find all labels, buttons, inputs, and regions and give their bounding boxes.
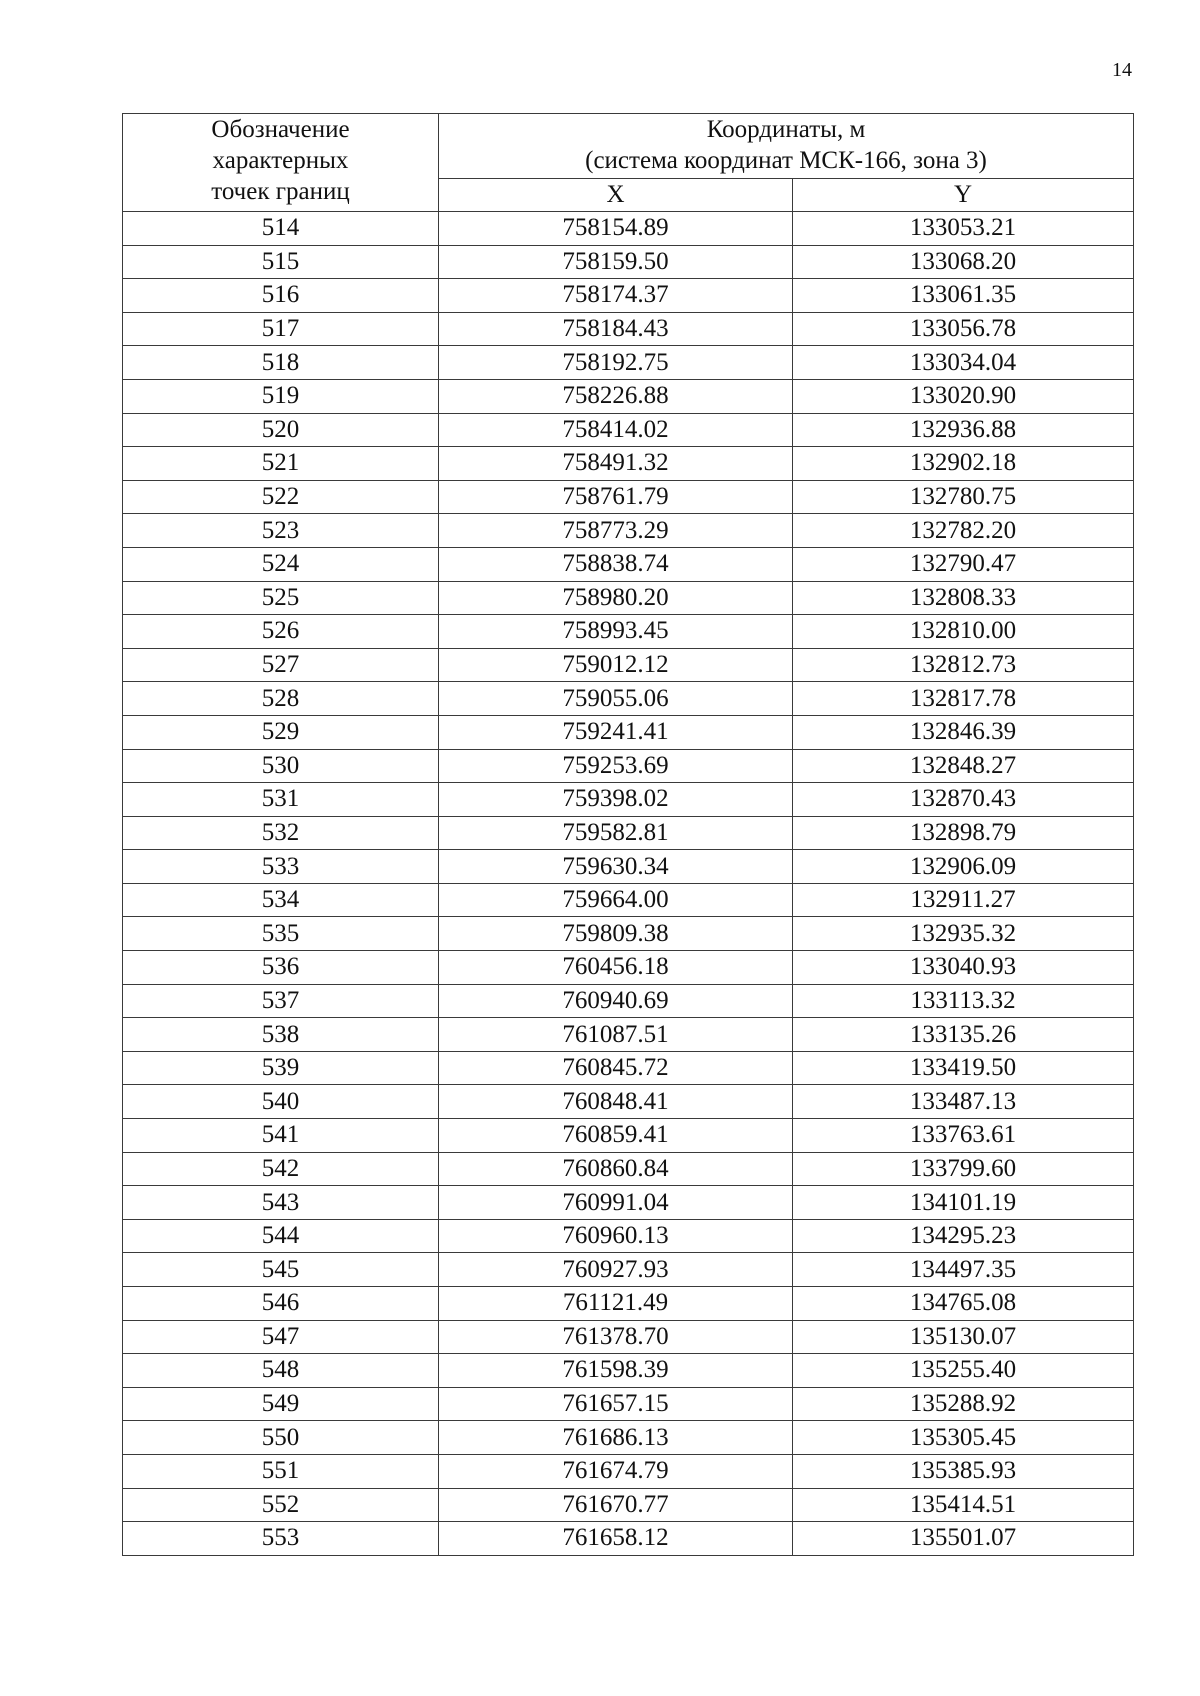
point-cell: 519 [123, 379, 439, 413]
x-cell: 759582.81 [439, 816, 793, 850]
table-row [123, 1152, 1134, 1186]
table-row [123, 547, 1134, 581]
x-cell: 758159.50 [439, 245, 793, 279]
x-cell: 759809.38 [439, 917, 793, 951]
table-row [123, 648, 1134, 682]
table-row [123, 1085, 1134, 1119]
y-cell: 132848.27 [793, 749, 1134, 783]
table-row [123, 1454, 1134, 1488]
point-cell: 522 [123, 480, 439, 514]
table-row [123, 1522, 1134, 1556]
point-cell: 538 [123, 1018, 439, 1052]
point-cell: 544 [123, 1219, 439, 1253]
point-cell: 534 [123, 883, 439, 917]
y-cell: 133068.20 [793, 245, 1134, 279]
y-cell: 134765.08 [793, 1287, 1134, 1321]
point-cell: 526 [123, 615, 439, 649]
point-cell: 518 [123, 346, 439, 380]
table-row [123, 1219, 1134, 1253]
table-row [123, 1320, 1134, 1354]
y-cell: 135414.51 [793, 1488, 1134, 1522]
y-cell: 132810.00 [793, 615, 1134, 649]
x-cell: 758192.75 [439, 346, 793, 380]
table-row [123, 1119, 1134, 1153]
point-cell: 540 [123, 1085, 439, 1119]
table-row [123, 951, 1134, 985]
header-coordinates-line: (система координат МСК-166, зона 3) [585, 147, 987, 174]
point-cell: 523 [123, 514, 439, 548]
y-cell: 133034.04 [793, 346, 1134, 380]
y-cell: 134101.19 [793, 1186, 1134, 1220]
point-cell: 542 [123, 1152, 439, 1186]
point-cell: 541 [123, 1119, 439, 1153]
y-cell: 135501.07 [793, 1522, 1134, 1556]
point-cell: 550 [123, 1421, 439, 1455]
x-cell: 759253.69 [439, 749, 793, 783]
table-row [123, 379, 1134, 413]
table-row [123, 850, 1134, 884]
y-cell: 135288.92 [793, 1387, 1134, 1421]
x-cell: 760991.04 [439, 1186, 793, 1220]
y-cell: 132790.47 [793, 547, 1134, 581]
page-number: 14 [1112, 59, 1132, 81]
x-cell: 759241.41 [439, 715, 793, 749]
table-row [123, 883, 1134, 917]
y-cell: 132902.18 [793, 447, 1134, 481]
header-coordinates [439, 114, 1134, 179]
point-cell: 535 [123, 917, 439, 951]
table-body [123, 212, 1134, 1556]
y-cell: 133040.93 [793, 951, 1134, 985]
y-cell: 133061.35 [793, 279, 1134, 313]
point-cell: 545 [123, 1253, 439, 1287]
x-cell: 761686.13 [439, 1421, 793, 1455]
y-cell: 132936.88 [793, 413, 1134, 447]
y-cell: 133419.50 [793, 1051, 1134, 1085]
y-cell: 133056.78 [793, 312, 1134, 346]
table-header-row [123, 114, 1134, 179]
table-row [123, 749, 1134, 783]
y-cell: 132812.73 [793, 648, 1134, 682]
header-designation-line: характерных [212, 147, 349, 174]
y-cell: 132808.33 [793, 581, 1134, 615]
point-cell: 553 [123, 1522, 439, 1556]
table-row [123, 212, 1134, 246]
table-row [123, 279, 1134, 313]
y-cell: 132782.20 [793, 514, 1134, 548]
point-cell: 528 [123, 682, 439, 716]
table-row [123, 917, 1134, 951]
point-cell: 552 [123, 1488, 439, 1522]
header-designation-line: Обозначение [211, 116, 350, 143]
y-cell: 132780.75 [793, 480, 1134, 514]
y-cell: 132911.27 [793, 883, 1134, 917]
point-cell: 515 [123, 245, 439, 279]
y-cell: 132906.09 [793, 850, 1134, 884]
x-cell: 761598.39 [439, 1354, 793, 1388]
point-cell: 521 [123, 447, 439, 481]
header-y: Y [793, 179, 1134, 212]
point-cell: 539 [123, 1051, 439, 1085]
header-point-designation [123, 114, 439, 212]
x-cell: 759398.02 [439, 783, 793, 817]
point-cell: 520 [123, 413, 439, 447]
table-row [123, 1287, 1134, 1321]
x-cell: 759055.06 [439, 682, 793, 716]
table-row [123, 346, 1134, 380]
point-cell: 514 [123, 212, 439, 246]
point-cell: 536 [123, 951, 439, 985]
header-coordinates-line: Координаты, м [706, 116, 866, 143]
x-cell: 758773.29 [439, 514, 793, 548]
table-row [123, 1488, 1134, 1522]
x-cell: 758761.79 [439, 480, 793, 514]
x-cell: 758491.32 [439, 447, 793, 481]
table-row [123, 1051, 1134, 1085]
y-cell: 135130.07 [793, 1320, 1134, 1354]
y-cell: 133763.61 [793, 1119, 1134, 1153]
y-cell: 132870.43 [793, 783, 1134, 817]
point-cell: 517 [123, 312, 439, 346]
point-cell: 551 [123, 1454, 439, 1488]
y-cell: 133487.13 [793, 1085, 1134, 1119]
y-cell: 132846.39 [793, 715, 1134, 749]
point-cell: 548 [123, 1354, 439, 1388]
x-cell: 758993.45 [439, 615, 793, 649]
y-cell: 133113.32 [793, 984, 1134, 1018]
x-cell: 759630.34 [439, 850, 793, 884]
y-cell: 132935.32 [793, 917, 1134, 951]
y-cell: 134295.23 [793, 1219, 1134, 1253]
table-row [123, 1421, 1134, 1455]
x-cell: 761658.12 [439, 1522, 793, 1556]
y-cell: 133020.90 [793, 379, 1134, 413]
y-cell: 135305.45 [793, 1421, 1134, 1455]
x-cell: 760940.69 [439, 984, 793, 1018]
point-cell: 546 [123, 1287, 439, 1321]
point-cell: 547 [123, 1320, 439, 1354]
table-row [123, 783, 1134, 817]
x-cell: 760927.93 [439, 1253, 793, 1287]
y-cell: 133053.21 [793, 212, 1134, 246]
x-cell: 758414.02 [439, 413, 793, 447]
x-cell: 760848.41 [439, 1085, 793, 1119]
point-cell: 525 [123, 581, 439, 615]
y-cell: 135385.93 [793, 1454, 1134, 1488]
x-cell: 760860.84 [439, 1152, 793, 1186]
point-cell: 530 [123, 749, 439, 783]
x-cell: 761087.51 [439, 1018, 793, 1052]
y-cell: 133799.60 [793, 1152, 1134, 1186]
x-cell: 761670.77 [439, 1488, 793, 1522]
x-cell: 758174.37 [439, 279, 793, 313]
x-cell: 759664.00 [439, 883, 793, 917]
table-row [123, 245, 1134, 279]
point-cell: 529 [123, 715, 439, 749]
coordinates-table [122, 113, 1134, 1556]
x-cell: 758980.20 [439, 581, 793, 615]
x-cell: 760859.41 [439, 1119, 793, 1153]
point-cell: 543 [123, 1186, 439, 1220]
table-row [123, 312, 1134, 346]
x-cell: 758226.88 [439, 379, 793, 413]
table-row [123, 682, 1134, 716]
table-row [123, 1018, 1134, 1052]
x-cell: 761657.15 [439, 1387, 793, 1421]
point-cell: 531 [123, 783, 439, 817]
x-cell: 760960.13 [439, 1219, 793, 1253]
x-cell: 761378.70 [439, 1320, 793, 1354]
x-cell: 760845.72 [439, 1051, 793, 1085]
point-cell: 537 [123, 984, 439, 1018]
x-cell: 761674.79 [439, 1454, 793, 1488]
table-row [123, 816, 1134, 850]
point-cell: 516 [123, 279, 439, 313]
point-cell: 532 [123, 816, 439, 850]
point-cell: 533 [123, 850, 439, 884]
table-row [123, 1354, 1134, 1388]
table-row [123, 413, 1134, 447]
point-cell: 524 [123, 547, 439, 581]
table-row [123, 1253, 1134, 1287]
x-cell: 758838.74 [439, 547, 793, 581]
table-row [123, 447, 1134, 481]
table-row [123, 1186, 1134, 1220]
point-cell: 549 [123, 1387, 439, 1421]
y-cell: 134497.35 [793, 1253, 1134, 1287]
table-row [123, 480, 1134, 514]
x-cell: 761121.49 [439, 1287, 793, 1321]
header-designation-line: точек границ [211, 178, 350, 205]
y-cell: 132817.78 [793, 682, 1134, 716]
table-row [123, 615, 1134, 649]
table-row [123, 715, 1134, 749]
y-cell: 132898.79 [793, 816, 1134, 850]
y-cell: 133135.26 [793, 1018, 1134, 1052]
table-row [123, 581, 1134, 615]
point-cell: 527 [123, 648, 439, 682]
y-cell: 135255.40 [793, 1354, 1134, 1388]
table-row [123, 984, 1134, 1018]
table-row [123, 1387, 1134, 1421]
header-x: X [439, 179, 793, 212]
x-cell: 758184.43 [439, 312, 793, 346]
table-row [123, 514, 1134, 548]
x-cell: 758154.89 [439, 212, 793, 246]
x-cell: 759012.12 [439, 648, 793, 682]
x-cell: 760456.18 [439, 951, 793, 985]
